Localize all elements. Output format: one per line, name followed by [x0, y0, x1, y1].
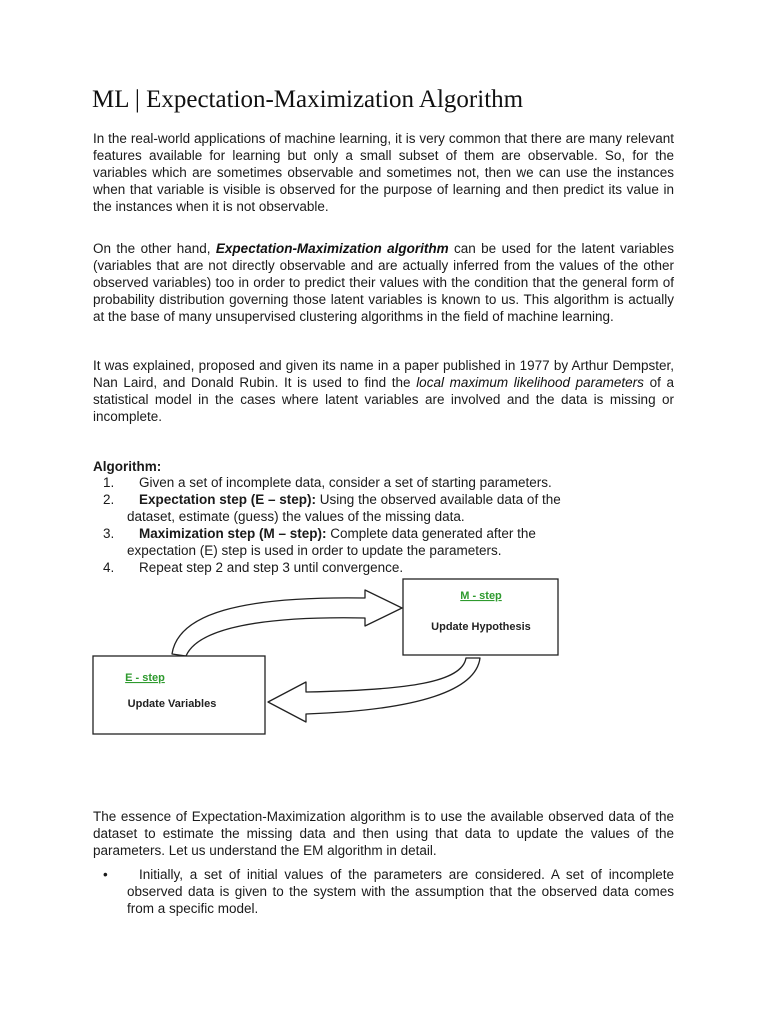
step-text: Using the observed available data of the	[316, 492, 561, 507]
history-paragraph	[93, 357, 674, 425]
algorithm-step-2	[93, 491, 674, 525]
bullet-text: Initially, a set of initial values of the parameters are considered. A set of	[139, 867, 602, 882]
likelihood-emphasis: local maximum likelihood parameters	[416, 375, 644, 390]
paragraph-text: On the other hand,	[93, 241, 216, 256]
algorithm-step-3	[93, 525, 674, 559]
step-number: 3.	[103, 526, 115, 541]
e-step-label: E - step	[125, 672, 165, 684]
bullet-dot-icon: •	[103, 867, 108, 882]
paragraph-text: of a statistical model in the cases where latent variables are involved and the data is missing or incomplete.	[93, 375, 674, 424]
step-text: Complete data generated after the	[326, 526, 536, 541]
intro-paragraph: In the real-world applications of machine learning, it is very common that there are many relevant features available for learning but only a small subset of them are observable. So, for the variables which are sometimes observable and sometimes not, then we can use the instances when that variable is visible is observed for the purpose of learning and then predict its value in the instances when it is not observable.	[93, 131, 674, 214]
bullet-item-1	[93, 866, 674, 917]
step-number: 2.	[103, 492, 115, 507]
step-text-continued: expectation (E) step is used in order to update the parameters.	[127, 543, 502, 558]
m-step-text: Update Hypothesis	[431, 621, 531, 633]
algorithm-step-1	[93, 474, 674, 491]
paragraph-text: can be used for the latent variables (variables that are not directly observable and are actually inferred from the values of the other observed variables) too in order to predict their values with the condition that the general form of probability distribution governing those latent variables is known to us. This algorithm is actually at the base of many unsupervised clustering algorithms in the field of machine learning.	[93, 241, 675, 324]
detail-bullets	[93, 866, 674, 917]
latent-variables-paragraph	[93, 240, 674, 325]
e-step-box	[93, 656, 265, 734]
bullet-text-continued: incomplete observed data is given to the system with the assumption that the observed data comes from a specific model.	[127, 867, 674, 916]
m-step-label: M - step	[460, 590, 502, 602]
step-text-continued: dataset, estimate (guess) the values of the missing data.	[127, 509, 465, 524]
arrow-to-m-step-icon	[172, 590, 402, 656]
paragraph-text: It was explained, proposed and given its name in a paper published in 1977 by Arthur Dempster, Nan Laird, and Donald Rubin. It is used to find the	[93, 358, 674, 390]
em-algorithm-emphasis: Expectation-Maximization algorithm	[215, 241, 449, 256]
em-cycle-diagram	[0, 578, 768, 738]
e-step-text: Update Variables	[127, 698, 217, 710]
essence-paragraph: The essence of Expectation-Maximization algorithm is to use the available observed data of the dataset to estimate the missing data and then using that data to update the values of the parameters. Let us understand the EM algorithm in detail.	[93, 809, 674, 858]
algorithm-heading: Algorithm:	[93, 459, 162, 474]
step-text: Given a set of incomplete data, consider a set of starting parameters.	[139, 475, 552, 490]
algorithm-steps	[93, 474, 674, 576]
step-title: Expectation step (E – step):	[139, 492, 317, 507]
arrow-to-e-step-icon	[268, 658, 480, 722]
step-title: Maximization step (M – step):	[139, 526, 327, 541]
step-text: Repeat step 2 and step 3 until convergence.	[139, 560, 404, 575]
step-number: 1.	[103, 475, 115, 490]
page-title: ML | Expectation-Maximization Algorithm	[92, 86, 524, 113]
algorithm-step-4	[93, 559, 674, 576]
step-number: 4.	[103, 560, 115, 575]
